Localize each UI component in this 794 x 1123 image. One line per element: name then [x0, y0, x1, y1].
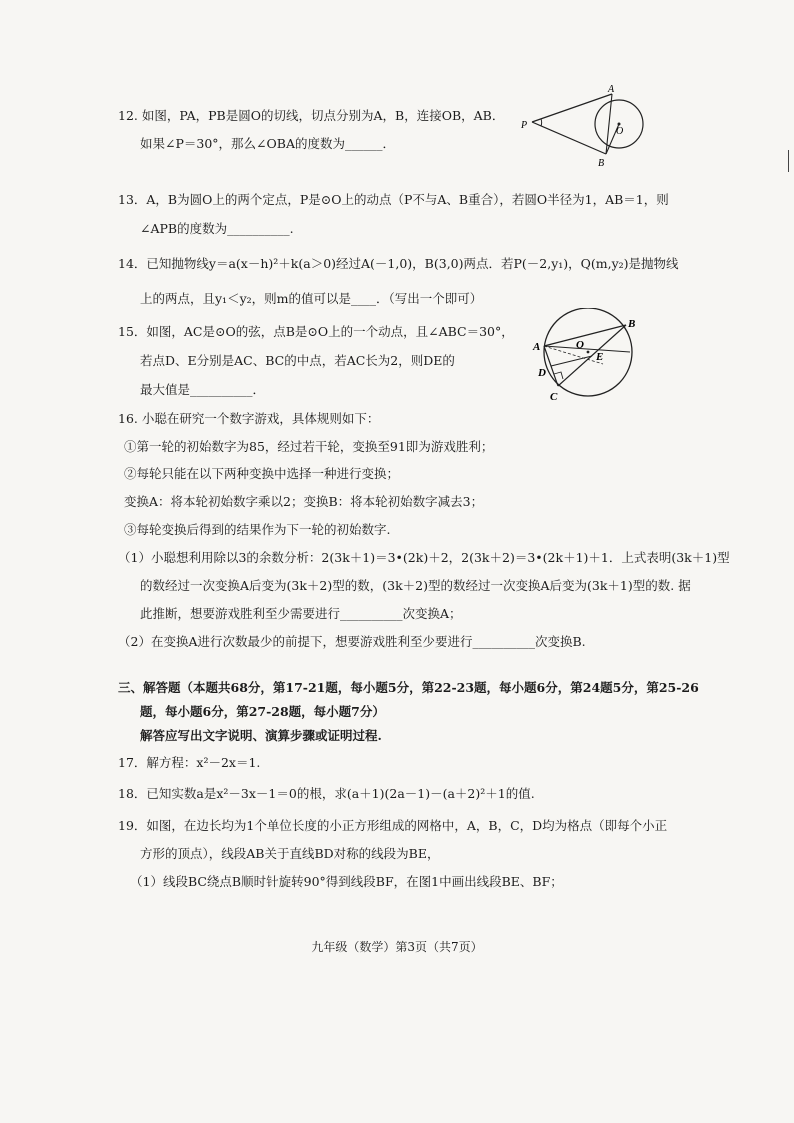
q15-label-c: C — [550, 391, 558, 402]
q16-part1-line3: 此推断，想要游戏胜利至少需要进行__________次变换A； — [140, 606, 462, 621]
q12-angle-arc — [541, 119, 542, 126]
q13-line1: 13．A，B为圆O上的两个定点，P是⊙O上的动点（P不与A、B重合），若圆O半径为1，AB＝1，则 — [118, 192, 669, 207]
q15-label-e: E — [596, 351, 604, 363]
q16-part1-line1: （1）小聪想利用除以3的余数分析：2(3k＋1)＝3•(2k)＋2，2(3k＋2)＝3•(2k＋1)＋1．上式表明(3k＋1)型 — [118, 550, 730, 565]
q19-line1: 19．如图，在边长均为1个单位长度的小正方形组成的网格中，A，B，C，D均为格点（即每个小正 — [118, 818, 668, 833]
q14-line2: 上的两点，且y₁＜y₂，则m的值可以是____．（写出一个即可） — [140, 291, 483, 306]
q15-label-d: D — [538, 367, 546, 379]
page-footer: 九年级（数学）第3页（共7页） — [311, 940, 483, 954]
q19-line3: （1）线段BC绕点B顺时针旋转90°得到线段BF，在图1中画出线段BE、BF； — [130, 874, 563, 889]
q15-label-b: B — [628, 318, 636, 330]
q15-center-point — [587, 351, 590, 354]
q16-part1-line2: 的数经过一次变换A后变为(3k＋2)型的数，(3k＋2)型的数经过一次变换A后变为(3k＋1)型的数. 据 — [140, 578, 691, 593]
q14-line1: 14．已知抛物线y＝a(x－h)²＋k(a＞0)经过A(－1,0)，B(3,0)两点．若P(－2,y₁)，Q(m,y₂)是抛物线 — [118, 256, 679, 271]
q15-line2: 若点D、E分别是AC、BC的中点，若AC长为2，则DE的 — [140, 353, 455, 368]
q15-dashed-line — [544, 346, 603, 364]
scan-edge-mark — [788, 150, 789, 172]
q12-label-a: A — [608, 84, 615, 95]
q12-label-o: O — [616, 126, 624, 137]
q15-label-o: O — [576, 339, 584, 351]
q16-rule1: ①第一轮的初始数字为85，经过若干轮，变换至91即为游戏胜利； — [124, 439, 494, 454]
section3-heading-line1: 三、解答题（本题共68分，第17-21题，每小题5分，第22-23题，每小题6分，第24题5分，第25-26 — [118, 680, 699, 695]
q15-line3: 最大值是__________． — [140, 382, 266, 397]
q12-line1: 12. 如图，PA，PB是圆O的切线，切点分别为A，B，连接OB，AB． — [118, 108, 505, 123]
q19-line2: 方形的顶点），线段AB关于直线BD对称的线段为BE， — [140, 846, 440, 861]
section3-instruction: 解答应写出文字说明、演算步骤或证明过程. — [140, 728, 382, 743]
q16-rule4: ③每轮变换后得到的结果作为下一轮的初始数字. — [124, 522, 391, 537]
q12-line2: 如果∠P＝30°，那么∠OBA的度数为______． — [140, 136, 395, 151]
q12-tangent-pa — [532, 94, 612, 122]
q13-line2: ∠APB的度数为__________. — [140, 221, 294, 236]
q12-label-p: P — [521, 120, 528, 131]
q16-rule3: 变换A：将本轮初始数字乘以2；变换B：将本轮初始数字减去3； — [124, 494, 484, 509]
q12-figure — [514, 82, 646, 168]
q17-text: 17．解方程：x²－2x＝1. — [118, 755, 261, 770]
q15-label-a: A — [533, 341, 541, 353]
q15-line1: 15．如图，AC是⊙O的弦，点B是⊙O上的一个动点，且∠ABC＝30°， — [118, 324, 514, 339]
q15-figure — [528, 308, 648, 402]
q16-part2: （2）在变换A进行次数最少的前提下，想要游戏胜利至少要进行__________次变换B. — [118, 634, 586, 649]
q16-rule2: ②每轮只能在以下两种变换中选择一种进行变换； — [124, 466, 400, 481]
q12-label-b: B — [598, 158, 605, 168]
section3-heading-line2: 题，每小题6分，第27-28题，每小题7分） — [140, 704, 385, 719]
q18-text: 18．已知实数a是x²－3x－1＝0的根，求(a＋1)(2a－1)－(a＋2)²＋1的值. — [118, 786, 535, 801]
q16-intro: 16. 小聪在研究一个数字游戏，具体规则如下： — [118, 411, 380, 426]
